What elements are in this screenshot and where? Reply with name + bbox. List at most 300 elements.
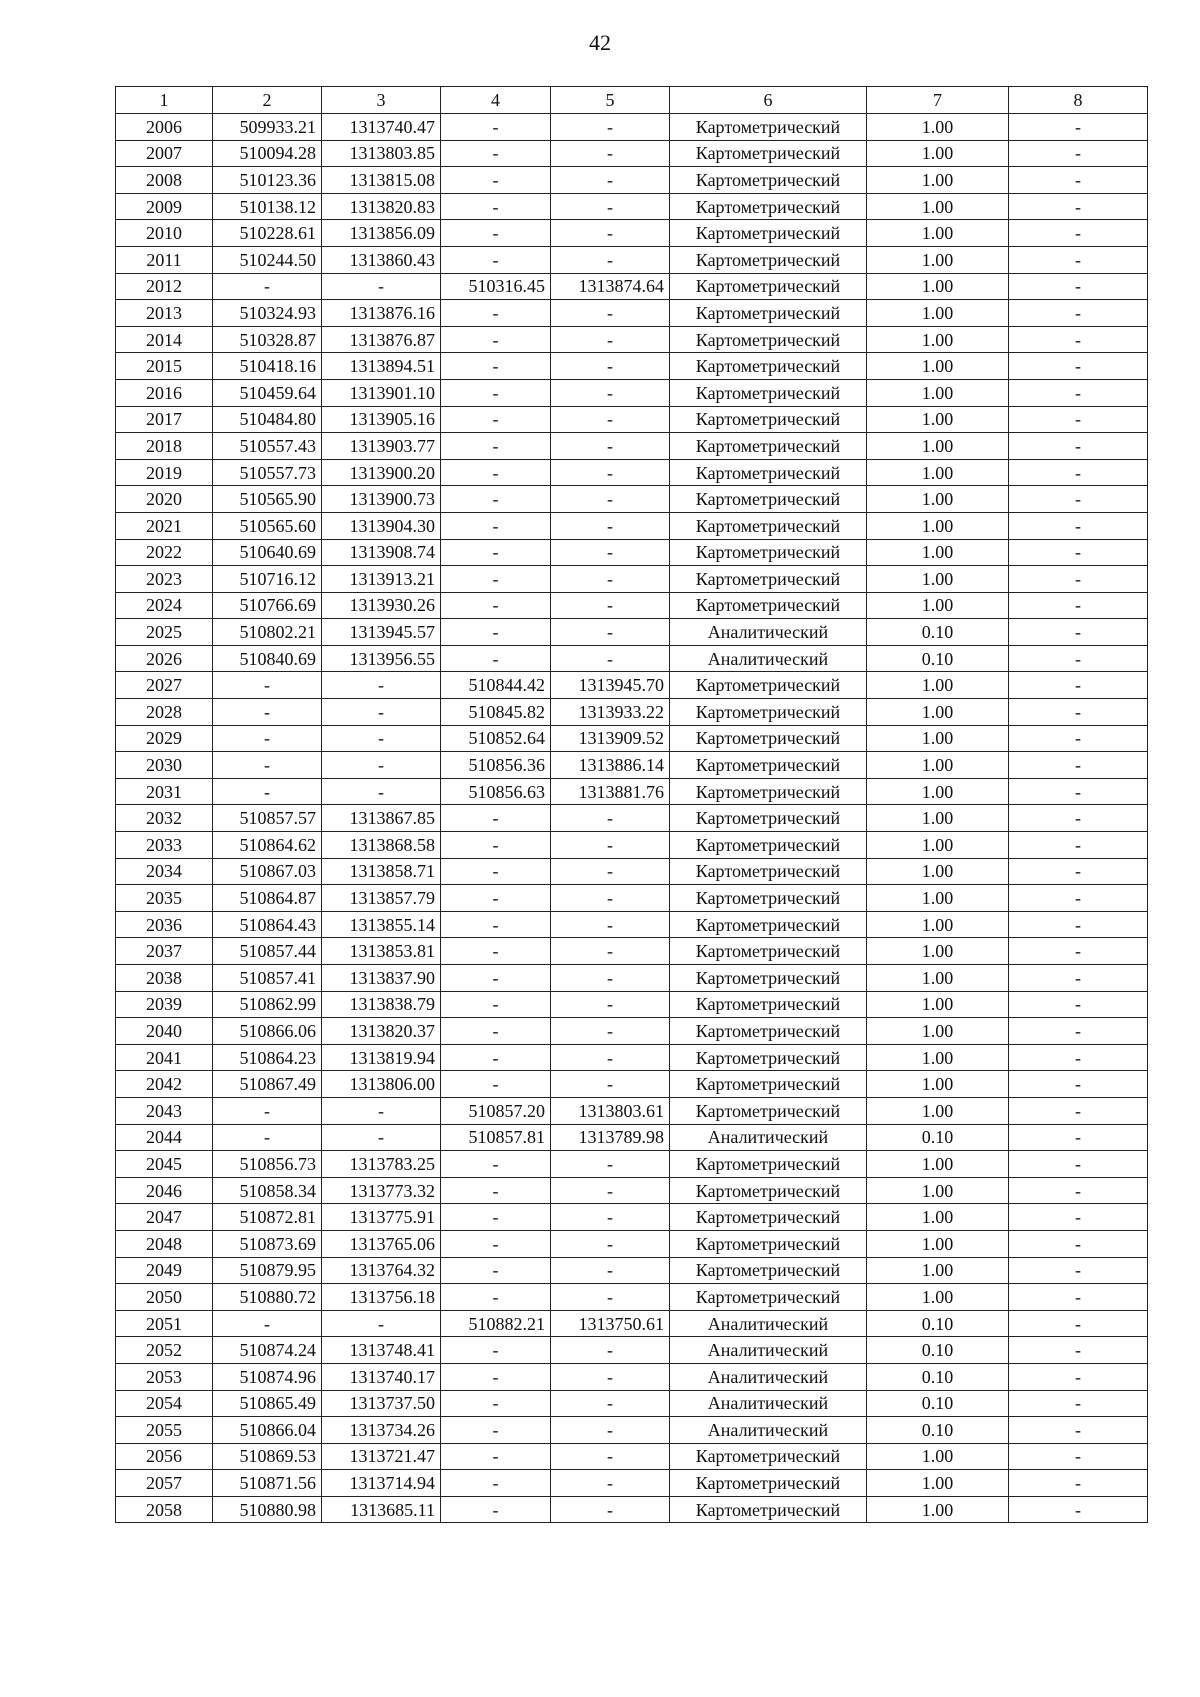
table-row — [116, 1417, 1148, 1444]
x-coordinate-alt-cell: - — [441, 1417, 551, 1444]
point-number-cell: 2027 — [116, 672, 213, 699]
y-coordinate-cell: 1313838.79 — [322, 991, 441, 1018]
x-coordinate-alt-cell: 510857.20 — [441, 1097, 551, 1124]
point-number-cell: 2012 — [116, 273, 213, 300]
method-cell: Картометрический — [670, 592, 867, 619]
x-coordinate-cell: 510857.57 — [213, 805, 322, 832]
method-cell: Картометрический — [670, 1044, 867, 1071]
column-header: 6 — [670, 87, 867, 114]
accuracy-cell: 1.00 — [867, 1284, 1009, 1311]
table-row — [116, 486, 1148, 513]
accuracy-cell: 1.00 — [867, 1044, 1009, 1071]
x-coordinate-alt-cell: - — [441, 566, 551, 593]
note-cell: - — [1009, 725, 1148, 752]
point-number-cell: 2046 — [116, 1177, 213, 1204]
x-coordinate-cell: 510640.69 — [213, 539, 322, 566]
y-coordinate-cell: 1313857.79 — [322, 885, 441, 912]
y-coordinate-alt-cell: 1313886.14 — [551, 752, 670, 779]
method-cell: Картометрический — [670, 858, 867, 885]
y-coordinate-cell: 1313901.10 — [322, 379, 441, 406]
x-coordinate-cell: 510418.16 — [213, 353, 322, 380]
method-cell: Картометрический — [670, 1284, 867, 1311]
table-row — [116, 885, 1148, 912]
point-number-cell: 2009 — [116, 193, 213, 220]
method-cell: Картометрический — [670, 1177, 867, 1204]
x-coordinate-cell: 510324.93 — [213, 300, 322, 327]
x-coordinate-alt-cell: - — [441, 885, 551, 912]
x-coordinate-alt-cell: - — [441, 406, 551, 433]
accuracy-cell: 1.00 — [867, 1443, 1009, 1470]
x-coordinate-alt-cell: - — [441, 1204, 551, 1231]
table-row — [116, 672, 1148, 699]
point-number-cell: 2030 — [116, 752, 213, 779]
y-coordinate-alt-cell: - — [551, 1337, 670, 1364]
x-coordinate-alt-cell: 510882.21 — [441, 1310, 551, 1337]
x-coordinate-cell: 510857.44 — [213, 938, 322, 965]
note-cell: - — [1009, 1044, 1148, 1071]
accuracy-cell: 1.00 — [867, 273, 1009, 300]
method-cell: Картометрический — [670, 965, 867, 992]
table-header — [116, 87, 1148, 114]
point-number-cell: 2013 — [116, 300, 213, 327]
y-coordinate-alt-cell: - — [551, 114, 670, 141]
y-coordinate-alt-cell: - — [551, 938, 670, 965]
y-coordinate-alt-cell: 1313881.76 — [551, 778, 670, 805]
y-coordinate-cell: 1313913.21 — [322, 566, 441, 593]
x-coordinate-alt-cell: - — [441, 1284, 551, 1311]
column-header: 7 — [867, 87, 1009, 114]
x-coordinate-cell: 510138.12 — [213, 193, 322, 220]
method-cell: Аналитический — [670, 1124, 867, 1151]
y-coordinate-cell: - — [322, 752, 441, 779]
table-row — [116, 566, 1148, 593]
method-cell: Картометрический — [670, 1230, 867, 1257]
point-number-cell: 2056 — [116, 1443, 213, 1470]
table-row — [116, 1284, 1148, 1311]
note-cell: - — [1009, 1124, 1148, 1151]
y-coordinate-alt-cell: - — [551, 353, 670, 380]
table-row — [116, 965, 1148, 992]
y-coordinate-cell: - — [322, 725, 441, 752]
method-cell: Картометрический — [670, 1204, 867, 1231]
x-coordinate-cell: - — [213, 273, 322, 300]
y-coordinate-alt-cell: - — [551, 1284, 670, 1311]
x-coordinate-alt-cell: - — [441, 459, 551, 486]
note-cell: - — [1009, 938, 1148, 965]
accuracy-cell: 1.00 — [867, 512, 1009, 539]
point-number-cell: 2033 — [116, 832, 213, 859]
method-cell: Картометрический — [670, 406, 867, 433]
y-coordinate-cell: - — [322, 672, 441, 699]
accuracy-cell: 0.10 — [867, 1310, 1009, 1337]
x-coordinate-cell: 510879.95 — [213, 1257, 322, 1284]
y-coordinate-alt-cell: - — [551, 459, 670, 486]
note-cell: - — [1009, 1284, 1148, 1311]
column-header: 2 — [213, 87, 322, 114]
point-number-cell: 2008 — [116, 167, 213, 194]
method-cell: Аналитический — [670, 1363, 867, 1390]
y-coordinate-alt-cell: - — [551, 433, 670, 460]
note-cell: - — [1009, 406, 1148, 433]
x-coordinate-cell: 510802.21 — [213, 619, 322, 646]
table-row — [116, 1230, 1148, 1257]
table-row — [116, 778, 1148, 805]
x-coordinate-alt-cell: - — [441, 140, 551, 167]
point-number-cell: 2032 — [116, 805, 213, 832]
y-coordinate-cell: 1313783.25 — [322, 1151, 441, 1178]
table-row — [116, 938, 1148, 965]
note-cell: - — [1009, 699, 1148, 726]
point-number-cell: 2029 — [116, 725, 213, 752]
point-number-cell: 2007 — [116, 140, 213, 167]
x-coordinate-alt-cell: - — [441, 805, 551, 832]
note-cell: - — [1009, 752, 1148, 779]
note-cell: - — [1009, 832, 1148, 859]
accuracy-cell: 1.00 — [867, 539, 1009, 566]
accuracy-cell: 0.10 — [867, 1337, 1009, 1364]
note-cell: - — [1009, 592, 1148, 619]
method-cell: Картометрический — [670, 300, 867, 327]
method-cell: Картометрический — [670, 353, 867, 380]
x-coordinate-cell: 510864.23 — [213, 1044, 322, 1071]
table-row — [116, 353, 1148, 380]
note-cell: - — [1009, 193, 1148, 220]
y-coordinate-cell: - — [322, 699, 441, 726]
method-cell: Аналитический — [670, 1337, 867, 1364]
method-cell: Картометрический — [670, 1071, 867, 1098]
y-coordinate-alt-cell: - — [551, 379, 670, 406]
x-coordinate-cell: 510865.49 — [213, 1390, 322, 1417]
method-cell: Картометрический — [670, 433, 867, 460]
point-number-cell: 2044 — [116, 1124, 213, 1151]
table-row — [116, 140, 1148, 167]
y-coordinate-cell: 1313748.41 — [322, 1337, 441, 1364]
method-cell: Картометрический — [670, 672, 867, 699]
note-cell: - — [1009, 858, 1148, 885]
x-coordinate-alt-cell: - — [441, 326, 551, 353]
table-row — [116, 1204, 1148, 1231]
accuracy-cell: 1.00 — [867, 911, 1009, 938]
method-cell: Картометрический — [670, 246, 867, 273]
x-coordinate-alt-cell: - — [441, 114, 551, 141]
accuracy-cell: 0.10 — [867, 1124, 1009, 1151]
x-coordinate-cell: 510866.06 — [213, 1018, 322, 1045]
note-cell: - — [1009, 1071, 1148, 1098]
method-cell: Картометрический — [670, 459, 867, 486]
table-row — [116, 619, 1148, 646]
y-coordinate-alt-cell: - — [551, 406, 670, 433]
y-coordinate-alt-cell: - — [551, 512, 670, 539]
point-number-cell: 2011 — [116, 246, 213, 273]
point-number-cell: 2020 — [116, 486, 213, 513]
method-cell: Картометрический — [670, 167, 867, 194]
table-row — [116, 699, 1148, 726]
x-coordinate-alt-cell: - — [441, 433, 551, 460]
table-row — [116, 512, 1148, 539]
table-row — [116, 911, 1148, 938]
y-coordinate-alt-cell: 1313933.22 — [551, 699, 670, 726]
point-number-cell: 2010 — [116, 220, 213, 247]
accuracy-cell: 1.00 — [867, 300, 1009, 327]
accuracy-cell: 0.10 — [867, 645, 1009, 672]
accuracy-cell: 1.00 — [867, 805, 1009, 832]
x-coordinate-alt-cell: - — [441, 592, 551, 619]
x-coordinate-alt-cell: - — [441, 645, 551, 672]
table-row — [116, 1496, 1148, 1523]
method-cell: Картометрический — [670, 1470, 867, 1497]
note-cell: - — [1009, 167, 1148, 194]
method-cell: Картометрический — [670, 193, 867, 220]
note-cell: - — [1009, 1443, 1148, 1470]
point-number-cell: 2015 — [116, 353, 213, 380]
y-coordinate-alt-cell: - — [551, 140, 670, 167]
x-coordinate-alt-cell: - — [441, 512, 551, 539]
y-coordinate-cell: 1313815.08 — [322, 167, 441, 194]
x-coordinate-alt-cell: - — [441, 1257, 551, 1284]
x-coordinate-cell: 510565.90 — [213, 486, 322, 513]
x-coordinate-alt-cell: - — [441, 353, 551, 380]
method-cell: Картометрический — [670, 778, 867, 805]
table-row — [116, 1044, 1148, 1071]
point-number-cell: 2049 — [116, 1257, 213, 1284]
x-coordinate-alt-cell: 510852.64 — [441, 725, 551, 752]
x-coordinate-alt-cell: - — [441, 911, 551, 938]
table-row — [116, 805, 1148, 832]
accuracy-cell: 1.00 — [867, 965, 1009, 992]
column-header: 3 — [322, 87, 441, 114]
x-coordinate-alt-cell: - — [441, 1044, 551, 1071]
note-cell: - — [1009, 459, 1148, 486]
y-coordinate-cell: 1313806.00 — [322, 1071, 441, 1098]
method-cell: Картометрический — [670, 512, 867, 539]
y-coordinate-cell: 1313867.85 — [322, 805, 441, 832]
method-cell: Картометрический — [670, 1097, 867, 1124]
y-coordinate-cell: 1313803.85 — [322, 140, 441, 167]
y-coordinate-alt-cell: - — [551, 1044, 670, 1071]
accuracy-cell: 1.00 — [867, 486, 1009, 513]
y-coordinate-alt-cell: - — [551, 858, 670, 885]
note-cell: - — [1009, 433, 1148, 460]
accuracy-cell: 1.00 — [867, 1097, 1009, 1124]
y-coordinate-alt-cell: - — [551, 885, 670, 912]
y-coordinate-alt-cell: - — [551, 1177, 670, 1204]
table-row — [116, 1310, 1148, 1337]
x-coordinate-cell: - — [213, 1097, 322, 1124]
x-coordinate-cell: 510862.99 — [213, 991, 322, 1018]
accuracy-cell: 1.00 — [867, 1071, 1009, 1098]
accuracy-cell: 1.00 — [867, 1470, 1009, 1497]
method-cell: Картометрический — [670, 725, 867, 752]
y-coordinate-alt-cell: - — [551, 167, 670, 194]
point-number-cell: 2031 — [116, 778, 213, 805]
accuracy-cell: 1.00 — [867, 1177, 1009, 1204]
x-coordinate-alt-cell: - — [441, 858, 551, 885]
point-number-cell: 2025 — [116, 619, 213, 646]
note-cell: - — [1009, 1390, 1148, 1417]
table-row — [116, 858, 1148, 885]
y-coordinate-alt-cell: 1313909.52 — [551, 725, 670, 752]
x-coordinate-alt-cell: - — [441, 991, 551, 1018]
y-coordinate-cell: 1313903.77 — [322, 433, 441, 460]
note-cell: - — [1009, 114, 1148, 141]
method-cell: Картометрический — [670, 1151, 867, 1178]
accuracy-cell: 1.00 — [867, 778, 1009, 805]
note-cell: - — [1009, 965, 1148, 992]
x-coordinate-cell: 510871.56 — [213, 1470, 322, 1497]
y-coordinate-cell: 1313737.50 — [322, 1390, 441, 1417]
accuracy-cell: 1.00 — [867, 991, 1009, 1018]
accuracy-cell: 1.00 — [867, 752, 1009, 779]
accuracy-cell: 1.00 — [867, 1257, 1009, 1284]
method-cell: Аналитический — [670, 619, 867, 646]
point-number-cell: 2055 — [116, 1417, 213, 1444]
method-cell: Картометрический — [670, 911, 867, 938]
method-cell: Картометрический — [670, 1496, 867, 1523]
note-cell: - — [1009, 1310, 1148, 1337]
x-coordinate-cell: - — [213, 778, 322, 805]
accuracy-cell: 1.00 — [867, 193, 1009, 220]
x-coordinate-cell: - — [213, 752, 322, 779]
method-cell: Картометрический — [670, 1257, 867, 1284]
x-coordinate-alt-cell: 510857.81 — [441, 1124, 551, 1151]
x-coordinate-alt-cell: 510856.36 — [441, 752, 551, 779]
x-coordinate-cell: 510484.80 — [213, 406, 322, 433]
note-cell: - — [1009, 1363, 1148, 1390]
x-coordinate-alt-cell: - — [441, 1018, 551, 1045]
accuracy-cell: 1.00 — [867, 326, 1009, 353]
method-cell: Аналитический — [670, 1390, 867, 1417]
note-cell: - — [1009, 566, 1148, 593]
accuracy-cell: 1.00 — [867, 1230, 1009, 1257]
note-cell: - — [1009, 1097, 1148, 1124]
point-number-cell: 2018 — [116, 433, 213, 460]
table-row — [116, 300, 1148, 327]
x-coordinate-cell: 510856.73 — [213, 1151, 322, 1178]
x-coordinate-alt-cell: - — [441, 379, 551, 406]
method-cell: Картометрический — [670, 1443, 867, 1470]
accuracy-cell: 0.10 — [867, 1390, 1009, 1417]
method-cell: Картометрический — [670, 752, 867, 779]
note-cell: - — [1009, 1337, 1148, 1364]
y-coordinate-alt-cell: - — [551, 592, 670, 619]
y-coordinate-cell: 1313819.94 — [322, 1044, 441, 1071]
table-row — [116, 433, 1148, 460]
table-row — [116, 167, 1148, 194]
y-coordinate-alt-cell: - — [551, 300, 670, 327]
method-cell: Аналитический — [670, 1417, 867, 1444]
note-cell: - — [1009, 300, 1148, 327]
accuracy-cell: 0.10 — [867, 1417, 1009, 1444]
y-coordinate-cell: 1313775.91 — [322, 1204, 441, 1231]
y-coordinate-alt-cell: - — [551, 1204, 670, 1231]
accuracy-cell: 1.00 — [867, 699, 1009, 726]
point-number-cell: 2038 — [116, 965, 213, 992]
x-coordinate-cell: 510123.36 — [213, 167, 322, 194]
x-coordinate-cell: - — [213, 1124, 322, 1151]
accuracy-cell: 1.00 — [867, 167, 1009, 194]
x-coordinate-cell: 510228.61 — [213, 220, 322, 247]
note-cell: - — [1009, 805, 1148, 832]
note-cell: - — [1009, 1018, 1148, 1045]
x-coordinate-alt-cell: - — [441, 832, 551, 859]
accuracy-cell: 1.00 — [867, 858, 1009, 885]
method-cell: Картометрический — [670, 220, 867, 247]
table-row — [116, 1151, 1148, 1178]
point-number-cell: 2022 — [116, 539, 213, 566]
table-row — [116, 1124, 1148, 1151]
note-cell: - — [1009, 1151, 1148, 1178]
x-coordinate-cell: 510874.96 — [213, 1363, 322, 1390]
note-cell: - — [1009, 778, 1148, 805]
note-cell: - — [1009, 353, 1148, 380]
table-row — [116, 459, 1148, 486]
x-coordinate-cell: 510867.03 — [213, 858, 322, 885]
note-cell: - — [1009, 1496, 1148, 1523]
table-row — [116, 379, 1148, 406]
note-cell: - — [1009, 619, 1148, 646]
y-coordinate-alt-cell: - — [551, 220, 670, 247]
y-coordinate-alt-cell: - — [551, 539, 670, 566]
y-coordinate-cell: - — [322, 273, 441, 300]
x-coordinate-cell: 510873.69 — [213, 1230, 322, 1257]
note-cell: - — [1009, 885, 1148, 912]
note-cell: - — [1009, 326, 1148, 353]
y-coordinate-cell: 1313685.11 — [322, 1496, 441, 1523]
coordinates-table — [115, 86, 1148, 1523]
accuracy-cell: 1.00 — [867, 1204, 1009, 1231]
column-header: 5 — [551, 87, 670, 114]
point-number-cell: 2041 — [116, 1044, 213, 1071]
method-cell: Картометрический — [670, 114, 867, 141]
y-coordinate-cell: 1313756.18 — [322, 1284, 441, 1311]
x-coordinate-alt-cell: - — [441, 486, 551, 513]
x-coordinate-cell: 510869.53 — [213, 1443, 322, 1470]
y-coordinate-alt-cell: - — [551, 1390, 670, 1417]
accuracy-cell: 0.10 — [867, 619, 1009, 646]
point-number-cell: 2051 — [116, 1310, 213, 1337]
method-cell: Аналитический — [670, 1310, 867, 1337]
point-number-cell: 2019 — [116, 459, 213, 486]
y-coordinate-alt-cell: - — [551, 193, 670, 220]
table-row — [116, 246, 1148, 273]
accuracy-cell: 1.00 — [867, 353, 1009, 380]
accuracy-cell: 1.00 — [867, 220, 1009, 247]
accuracy-cell: 1.00 — [867, 672, 1009, 699]
y-coordinate-alt-cell: - — [551, 1470, 670, 1497]
y-coordinate-alt-cell: - — [551, 246, 670, 273]
point-number-cell: 2026 — [116, 645, 213, 672]
table-row — [116, 752, 1148, 779]
point-number-cell: 2016 — [116, 379, 213, 406]
note-cell: - — [1009, 539, 1148, 566]
table-row — [116, 114, 1148, 141]
y-coordinate-cell: 1313721.47 — [322, 1443, 441, 1470]
point-number-cell: 2042 — [116, 1071, 213, 1098]
y-coordinate-cell: 1313820.37 — [322, 1018, 441, 1045]
method-cell: Картометрический — [670, 938, 867, 965]
accuracy-cell: 1.00 — [867, 566, 1009, 593]
point-number-cell: 2058 — [116, 1496, 213, 1523]
point-number-cell: 2037 — [116, 938, 213, 965]
x-coordinate-cell: 510880.98 — [213, 1496, 322, 1523]
x-coordinate-alt-cell: 510316.45 — [441, 273, 551, 300]
y-coordinate-alt-cell: 1313750.61 — [551, 1310, 670, 1337]
x-coordinate-alt-cell: - — [441, 246, 551, 273]
x-coordinate-alt-cell: - — [441, 965, 551, 992]
note-cell: - — [1009, 1257, 1148, 1284]
y-coordinate-alt-cell: 1313874.64 — [551, 273, 670, 300]
table-row — [116, 406, 1148, 433]
